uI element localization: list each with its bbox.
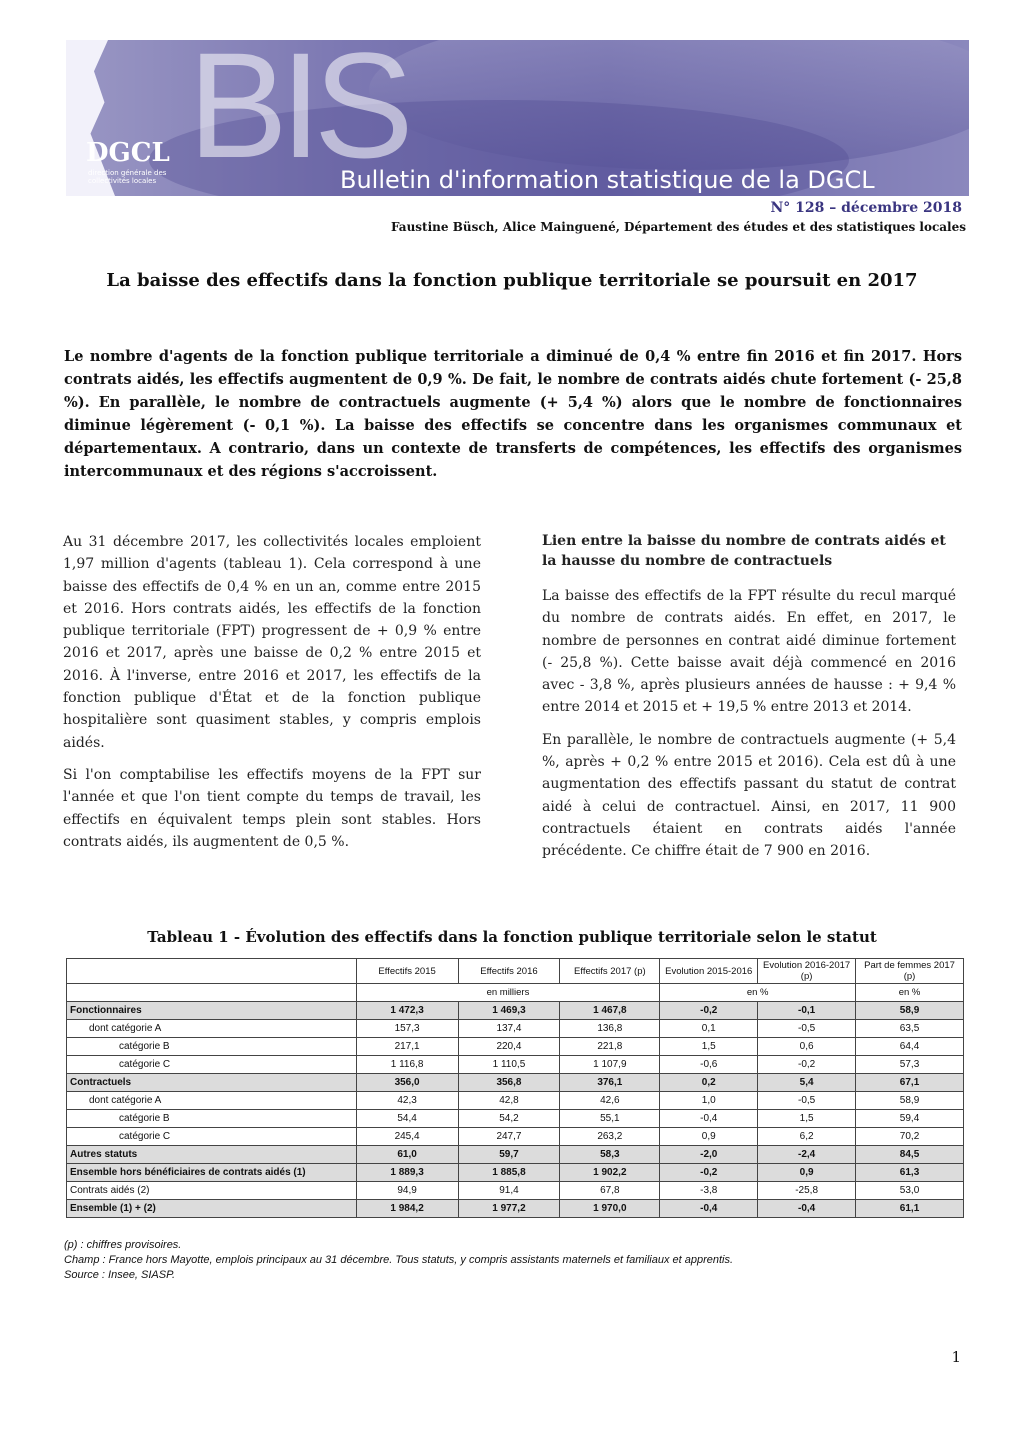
table-cell: 91,4: [458, 1182, 560, 1200]
table-cell: 67,8: [560, 1182, 660, 1200]
authors-line: Faustine Büsch, Alice Mainguené, Département des études et des statistiques locales: [390, 220, 966, 234]
table-cell: 245,4: [356, 1128, 458, 1146]
table-cell: 1 970,0: [560, 1200, 660, 1218]
table-cell: 84,5: [856, 1146, 964, 1164]
table-row: [67, 1002, 964, 1020]
table-cell: -3,8: [660, 1182, 758, 1200]
table-cell: 1 110,5: [458, 1056, 560, 1074]
table-cell: 1 902,2: [560, 1164, 660, 1182]
table-cell: 1 107,9: [560, 1056, 660, 1074]
table-cell: 61,1: [856, 1200, 964, 1218]
table-cell: -0,5: [758, 1092, 856, 1110]
table-cell: 1 116,8: [356, 1056, 458, 1074]
paragraph: Si l'on comptabilise les effectifs moyens de la FPT sur l'année et que l'on tient compte du temps de travail, les effectifs en équivalent temps plein sont stables. Hors contrats aidés, ils augmentent de 0,5 %.: [63, 766, 481, 850]
table-cell: 0,9: [660, 1128, 758, 1146]
org-subtitle: direction générale des collectivités locales: [88, 169, 167, 185]
table-cell: 59,7: [458, 1146, 560, 1164]
table-row: [67, 1056, 964, 1074]
table-title: Tableau 1 - Évolution des effectifs dans la fonction publique territoriale selon le statut: [147, 928, 877, 946]
section-heading: Lien entre la baisse du nombre de contrats aidés et la hausse du nombre de contractuels: [542, 533, 946, 569]
table-cell: 1 977,2: [458, 1200, 560, 1218]
table-cell: 53,0: [856, 1182, 964, 1200]
column-header: Effectifs 2016: [458, 959, 560, 984]
table-cell: 6,2: [758, 1128, 856, 1146]
table-cell: 221,8: [560, 1038, 660, 1056]
table-header-row: [67, 959, 964, 984]
table-cell: 59,4: [856, 1110, 964, 1128]
table-row: [67, 1110, 964, 1128]
table-cell: 63,5: [856, 1020, 964, 1038]
unit-label: en %: [660, 984, 856, 1002]
note-scope: Champ : France hors Mayotte, emplois principaux au 31 décembre. Tous statuts, y compris assistants maternels et familiaux et apprentis.: [64, 1254, 734, 1266]
table-cell: 1 467,8: [560, 1002, 660, 1020]
table-row: [67, 1074, 964, 1092]
table-cell: 67,1: [856, 1074, 964, 1092]
row-label: catégorie C: [67, 1128, 357, 1146]
table-cell: 64,4: [856, 1038, 964, 1056]
row-label: dont catégorie A: [67, 1020, 357, 1038]
row-label: Autres statuts: [67, 1146, 357, 1164]
table-cell: 376,1: [560, 1074, 660, 1092]
table-cell: 137,4: [458, 1020, 560, 1038]
table-row: [67, 1182, 964, 1200]
statistics-table: [66, 958, 964, 1218]
paragraph: En parallèle, le nombre de contractuels augmente (+ 5,4 %, après + 0,2 % entre 2015 et 2016). Cela est dû à une augmentation des effectifs passant du statut de contrat aidé à celui de contractuel. Ainsi, en 2017, 11 900 contractuels étaient en contrats aidés l'année précédente. Ce chiffre était de 7 900 en 2016.: [542, 731, 956, 860]
table-cell: 5,4: [758, 1074, 856, 1092]
table-cell: -0,2: [660, 1164, 758, 1182]
table-row: [67, 1164, 964, 1182]
column-header: Effectifs 2017 (p): [560, 959, 660, 984]
paragraph: La baisse des effectifs de la FPT résulte du recul marqué du nombre de contrats aidés. En effet, en 2017, le nombre de personnes en contrat aidé diminue fortement (- 25,8 %). Cette baisse avait déjà commencé en 2016 avec - 3,8 %, après plusieurs années de hausse : + 9,4 % entre 2014 et 2015 et + 19,5 % entre 2013 et 2014.: [542, 588, 956, 716]
row-label: Ensemble (1) + (2): [67, 1200, 357, 1218]
issue-number: N° 128 – décembre 2018: [770, 200, 962, 216]
table-cell: 61,0: [356, 1146, 458, 1164]
unit-label: en %: [856, 984, 964, 1002]
row-label: dont catégorie A: [67, 1092, 357, 1110]
row-label: Contrats aidés (2): [67, 1182, 357, 1200]
table-notes: [64, 1238, 962, 1283]
table-cell: 0,9: [758, 1164, 856, 1182]
unit-label: en milliers: [356, 984, 660, 1002]
table-cell: 1,0: [660, 1092, 758, 1110]
table-cell: 1,5: [758, 1110, 856, 1128]
table-cell: -0,6: [660, 1056, 758, 1074]
column-header: Effectifs 2015: [356, 959, 458, 984]
page-number: 1: [951, 1348, 961, 1366]
table-cell: 1 472,3: [356, 1002, 458, 1020]
abstract: Le nombre d'agents de la fonction publique territoriale a diminué de 0,4 % entre fin 2016 et fin 2017. Hors contrats aidés, les effectifs augmentent de 0,9 %. De fait, le nombre de contrats aidés chute fortement (- 25,8 %). En parallèle, le nombre de contractuels augmente (+ 5,4 %) alors que le nombre de fonctionnaires diminue légèrement (- 0,1 %). La baisse des effectifs se concentre dans les organismes communaux et départementaux. A contrario, dans un contexte de transferts de compétences, les effectifs des organismes intercommunaux et des régions s'accroissent.: [64, 348, 962, 480]
table-cell: 42,6: [560, 1092, 660, 1110]
right-column: [542, 531, 956, 873]
table-cell: -2,4: [758, 1146, 856, 1164]
table-cell: -0,4: [758, 1200, 856, 1218]
page-title: La baisse des effectifs dans la fonction publique territoriale se poursuit en 2017: [106, 270, 918, 291]
table-cell: 1 889,3: [356, 1164, 458, 1182]
table-cell: -0,1: [758, 1002, 856, 1020]
table-cell: 0,2: [660, 1074, 758, 1092]
table-cell: -0,2: [660, 1002, 758, 1020]
table-cell: 0,6: [758, 1038, 856, 1056]
column-header: Part de femmes 2017 (p): [856, 959, 964, 984]
paragraph: Au 31 décembre 2017, les collectivités locales emploient 1,97 million d'agents (tableau 1). Cela correspond à une baisse des effectifs de 0,4 % en un an, comme entre 2015 et 2016. Hors contrats aidés, les effectifs de la fonction publique territoriale (FPT) progressent de + 0,9 % entre 2016 et 2017, après une baisse de 0,2 % entre 2015 et 2016. À l'inverse, entre 2016 et 2017, les effectifs de la fonction publique d'État et de la fonction publique hospitalière sont quasiment stables, y compris emplois aidés.: [63, 534, 481, 751]
table-cell: -0,5: [758, 1020, 856, 1038]
table-cell: 42,8: [458, 1092, 560, 1110]
left-column: [63, 531, 481, 863]
table-cell: -0,4: [660, 1110, 758, 1128]
row-label: Fonctionnaires: [67, 1002, 357, 1020]
row-label: catégorie B: [67, 1038, 357, 1056]
table-cell: 61,3: [856, 1164, 964, 1182]
logo-text: BIS: [188, 40, 406, 189]
table-cell: -2,0: [660, 1146, 758, 1164]
table-cell: 157,3: [356, 1020, 458, 1038]
table-cell: 217,1: [356, 1038, 458, 1056]
table-cell: 58,9: [856, 1002, 964, 1020]
table-cell: 58,9: [856, 1092, 964, 1110]
table-row: [67, 1146, 964, 1164]
table-cell: 42,3: [356, 1092, 458, 1110]
table-cell: 94,9: [356, 1182, 458, 1200]
table-cell: -25,8: [758, 1182, 856, 1200]
table-row: [67, 1020, 964, 1038]
table-cell: 356,0: [356, 1074, 458, 1092]
table-units-row: [67, 984, 964, 1002]
row-label: catégorie C: [67, 1056, 357, 1074]
bulletin-title: Bulletin d'information statistique de la DGCL: [340, 166, 875, 194]
table-cell: 1 984,2: [356, 1200, 458, 1218]
table-cell: -0,2: [758, 1056, 856, 1074]
row-label: Contractuels: [67, 1074, 357, 1092]
note-provisional: (p) : chiffres provisoires.: [64, 1239, 182, 1251]
table-cell: 58,3: [560, 1146, 660, 1164]
table-row: [67, 1200, 964, 1218]
table-cell: 220,4: [458, 1038, 560, 1056]
table-cell: 263,2: [560, 1128, 660, 1146]
table-cell: 1 469,3: [458, 1002, 560, 1020]
note-source: Source : Insee, SIASP.: [64, 1269, 176, 1281]
table-row: [67, 1128, 964, 1146]
table-cell: 247,7: [458, 1128, 560, 1146]
column-header: Evolution 2015-2016: [660, 959, 758, 984]
table-cell: 57,3: [856, 1056, 964, 1074]
table-cell: 136,8: [560, 1020, 660, 1038]
table-row: [67, 1038, 964, 1056]
table-cell: -0,4: [660, 1200, 758, 1218]
table-row: [67, 1092, 964, 1110]
header-banner: [66, 40, 969, 196]
table-cell: 1,5: [660, 1038, 758, 1056]
row-label: catégorie B: [67, 1110, 357, 1128]
table-cell: 356,8: [458, 1074, 560, 1092]
table-cell: 54,4: [356, 1110, 458, 1128]
row-label: Ensemble hors bénéficiaires de contrats aidés (1): [67, 1164, 357, 1182]
table-cell: 70,2: [856, 1128, 964, 1146]
table-cell: 55,1: [560, 1110, 660, 1128]
table-cell: 1 885,8: [458, 1164, 560, 1182]
table-cell: 0,1: [660, 1020, 758, 1038]
table-cell: 54,2: [458, 1110, 560, 1128]
column-header: Evolution 2016-2017 (p): [758, 959, 856, 984]
org-name: DGCL: [86, 138, 170, 168]
